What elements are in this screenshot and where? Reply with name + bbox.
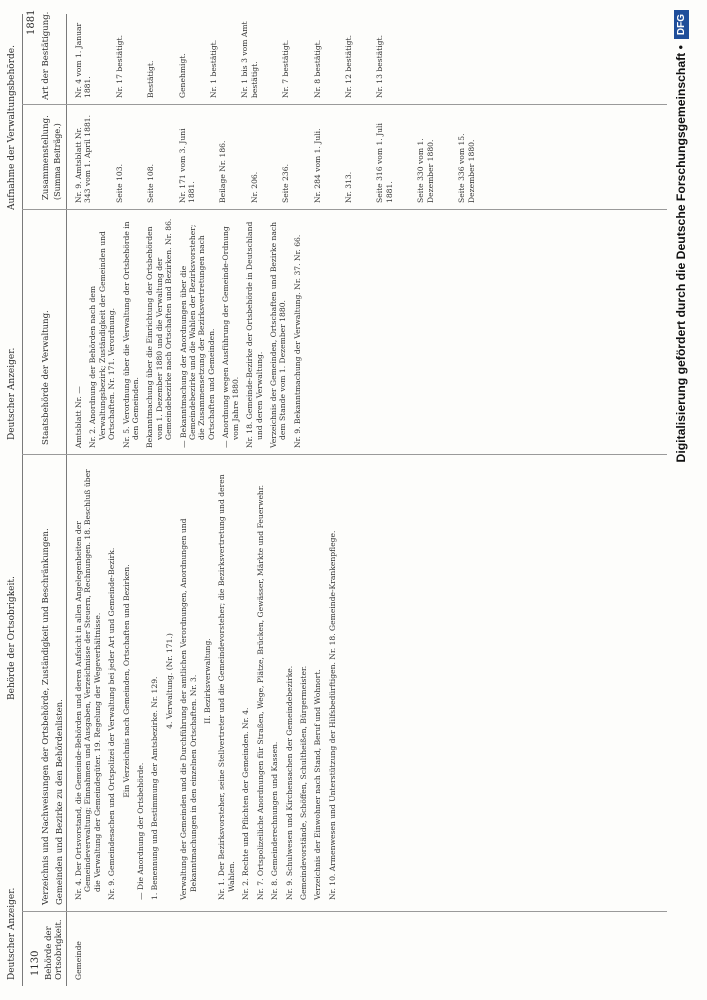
entry-paragraph: Nr. 8. Gemeinderechnungen und Kassen. xyxy=(270,741,280,900)
authority-entry: Amtsblatt Nr. — xyxy=(74,386,83,448)
col2-title: Staatsbehörde der Verwaltung. xyxy=(41,310,51,445)
section-heading: 4. Verwaltung. (Nr. 171.) xyxy=(164,633,174,729)
left-col-text: Gemeinde xyxy=(74,941,83,980)
section-heading: Ein Verzeichnis nach Gemeinden, Ortschaften und Bezirken. xyxy=(121,564,131,798)
running-header-mid: Behörde der Ortsobrigkeit. xyxy=(7,576,17,700)
entry-paragraph: Gemeindevorstände, Schöffen, Schultheißen, Bürgermeister. xyxy=(298,665,308,900)
summary-entry: Nr. 206. xyxy=(249,171,259,203)
top-rule xyxy=(22,14,23,986)
summary-entry: Nr. 9. Amtsblatt Nr. 343 vom 1. April 1881. xyxy=(74,114,93,203)
confirmation-entry: Nr. 1 bestätigt. xyxy=(209,39,219,98)
confirmation-entry: Bestätigt. xyxy=(146,60,156,98)
dfg-logo: DFG xyxy=(674,10,689,39)
entry-paragraph: Verzeichnis der Einwohner nach Stand, Beruf und Wohnort. xyxy=(313,669,323,900)
entry-paragraph: Nr. 2. Rechte und Pflichten der Gemeinden. Nr. 4. xyxy=(241,707,251,900)
authority-entry: Bekanntmachung über die Einrichtung der Ortsbehörden vom 1. Dezember 1880 und die Verwaltung der Gemeindebezirke nach Ortschaften und Bezirken. Nr. 86. xyxy=(145,218,174,448)
left-col-entry xyxy=(74,918,105,980)
confirmation-entry: Nr. 12 bestätigt. xyxy=(344,35,354,98)
page-year: 1881 xyxy=(26,9,37,35)
authority-entry: Nr. 18. Gemeinde-Bezirke der Ortsbehörde in Deutschland und deren Verwaltung. xyxy=(245,221,264,448)
divider-4 xyxy=(22,104,667,105)
summary-entry: Seite 330 vom 1. Dezember 1880. xyxy=(416,138,435,203)
divider-1 xyxy=(22,911,667,912)
col-left-title: Verzeichnis und Nachweisungen der Ortsbehörde, Zuständigkeit und Beschränkungen. xyxy=(41,528,51,905)
divider-3 xyxy=(22,209,667,210)
authority-entry: — Anordnung wegen Ausführung der Gemeinde-Ordnung vom Jahre 1880. xyxy=(221,226,240,448)
entry-paragraph: Nr. 1. Der Bezirksvorsteher, seine Stellvertreter und die Gemeindevorsteher; die Bezirksvertretung und deren Wahlen. xyxy=(217,474,236,900)
entry-paragraph: — Die Anordnung der Ortsbehörde. xyxy=(136,762,146,900)
summary-column xyxy=(74,111,498,203)
summary-entry: Nr. 171 vom 3. Juni 1881. xyxy=(177,128,197,203)
aufnahme-header: Aufnahme der Verwaltungsbehörde. xyxy=(7,45,17,210)
entry-paragraph: Verwaltung der Gemeinden und die Durchführung der amtlichen Verordnungen, Anordnungen und Bekanntmachungen in den einzelnen Ortschaften. Nr. 3. xyxy=(179,518,198,900)
divider-2 xyxy=(22,454,667,455)
summary-entry: Nr. 284 vom 1. Juli. xyxy=(312,128,322,203)
confirmation-entry: Nr. 7 bestätigt. xyxy=(281,39,291,98)
running-header-left: Deutscher Anzeiger. xyxy=(7,887,17,980)
confirmation-entry: Nr. 17 bestätigt. xyxy=(114,35,124,98)
main-text-column xyxy=(74,462,342,900)
authority-entry: Verzeichnis der Gemeinden, Ortschaften und Bezirke nach dem Stande vom 1. Dezember 1880. xyxy=(268,221,288,448)
confirmation-entry: Nr. 1 bis 3 vom Amt bestätigt. xyxy=(240,21,259,98)
confirmation-entry: Nr. 13 bestätigt. xyxy=(375,35,385,98)
summary-entry: Seite 316 vom 1. Juli 1881. xyxy=(375,123,394,203)
entry-paragraph: Nr. 10. Armenwesen und Unterstützung der Hilfsbedürftigen. Nr. 18. Gemeinde-Krankenpflege. xyxy=(327,530,337,900)
entry-paragraph: Nr. 9. Gemeindesachen und Ortspolizei der Verwaltung bei jeder Art und Gemeinde-Bezirk. xyxy=(107,547,117,900)
entry-paragraph: 1. Benennung und Bestimmung der Amtsbezirke. Nr. 129. xyxy=(150,676,160,900)
section-heading: II. Bezirksverwaltung. xyxy=(203,638,213,724)
entry-paragraph: Nr. 9. Schulwesen und Kirchensachen der Gemeindebezirke. xyxy=(284,665,294,900)
summary-entry: Beilage Nr. 186. xyxy=(218,140,228,203)
summary-entry: Seite 108. xyxy=(146,164,156,203)
col4-title: Art der Bestätigung. xyxy=(41,11,51,100)
summary-entry: Seite 336 vom 15. Dezember 1880. xyxy=(457,133,476,203)
authority-entry: Nr. 2. Anordnung der Behörden nach dem Verwaltungsbezirk; Zuständigkeit der Gemeinden und Ortschaften. Nr. 171. Verordnung. xyxy=(88,231,117,448)
entry-paragraph: Nr. 4. Der Ortsvorstand, die Gemeinde-Behörden und deren Aufsicht in allen Angelegenheiten der Gemeindeverwaltung; Einnahmen und Ausgaben, Verzeichnisse der Steuern, Rechnungen. 18. Beschluß über die Verwaltung der Gemeindegüter. 19. Regelung der Wegeverhältnisse. xyxy=(74,469,102,900)
authority-entry: Nr. 9. Bekanntmachung der Verwaltung. Nr. 37. Nr. 66. xyxy=(292,234,302,448)
confirmation-column xyxy=(74,10,407,98)
col-left-subtitle: Gemeinden und Bezirke zu den Behördenlisten. xyxy=(55,699,65,905)
digitization-banner xyxy=(655,0,707,1000)
digitization-notice: Digitalisierung gefördert durch die Deutsche Forschungsgemeinschaft • xyxy=(674,45,688,463)
left-col-header: Behörde der Ortsobrigkeit. xyxy=(44,919,64,980)
summary-entry: Seite 103. xyxy=(114,164,124,203)
col3-title: Zusammenstellung. xyxy=(41,115,51,200)
summary-entry: Seite 236. xyxy=(281,164,291,203)
entry-paragraph: Nr. 7. Ortspolizeiliche Anordnungen für Straßen, Wege, Plätze, Brücken, Gewässer, Märkte und Feuerwehr. xyxy=(255,484,265,900)
summary-entry: Nr. 313. xyxy=(344,171,354,203)
confirmation-entry: Genehmigt. xyxy=(177,53,187,98)
page-number: 1130 xyxy=(30,950,41,976)
header-rule xyxy=(66,14,67,986)
authority-entry: Nr. 5. Verordnung über die Verwaltung der Ortsbehörde in den Gemeinden. xyxy=(121,221,141,448)
authority-entry: — Bekanntmachung der Anordnungen über die Gemeindebezirke und die Wahlen der Bezirksvorsteher; die Zusammensetzung der Bezirksvertretungen nach Ortschaften und Gemeinden. xyxy=(178,224,216,448)
confirmation-entry: Nr. 8 bestätigt. xyxy=(312,39,322,98)
confirmation-entry: Nr. 4 vom 1. Januar 1881. xyxy=(74,22,93,98)
running-header-right: Deutscher Anzeiger. xyxy=(7,347,17,440)
col3-subtitle: (Summa Beiträge.) xyxy=(53,123,62,200)
authority-column xyxy=(74,216,307,448)
